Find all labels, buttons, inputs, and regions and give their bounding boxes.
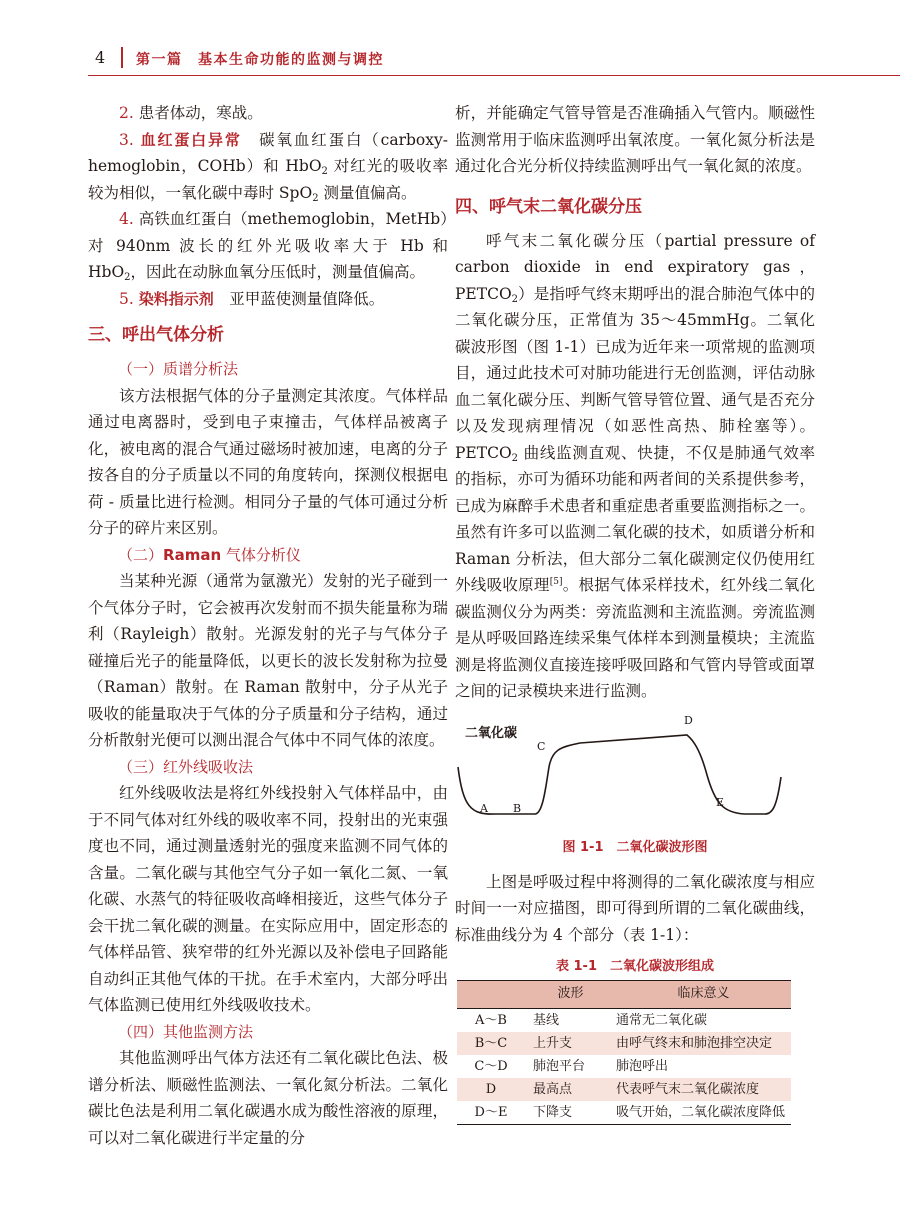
capnogram-table [457,980,791,1125]
table-cell: 吸气开始，二氧化碳浓度降低 [608,1101,791,1125]
table-header-row [457,981,791,1009]
table-cell: D [485,1081,497,1097]
point-d-label: D [684,713,693,727]
table-caption: 表 1-1 二氧化碳波形组成 [555,959,714,974]
paragraph-curve: 上图是呼吸过程中将测得的二氧化碳浓度与相应时间一一对应描图，即可得到所谓的二氧化碳曲线，标准曲线分为 4 个部分（表 1-1）： [455,872,815,944]
section-heading-4: 四、呼气末二氧化碳分压 [455,196,642,217]
subheading-infrared: （三）红外线吸收法 [118,757,254,776]
list-item-5: 5. 染料指示剂 亚甲蓝使测量值降低。 [119,289,385,308]
list-item-3: 3. 血红蛋白异常 碳氧血红蛋白（carboxy-hemoglobin，COHb）和 HbO$_2$ 对红光的吸收率较为相似，一氧化碳中毒时 SpO$_2$ 测量值偏高。 [88,130,448,204]
table-cell: 上升支 [533,1035,573,1051]
table-cell: A～B [475,1012,507,1028]
table-row [457,1008,791,1032]
left-column [88,100,448,1151]
point-e-label: E [716,795,725,809]
paragraph-raman: 当某种光源（通常为氩激光）发射的光子碰到一个气体分子时，它会被再次发射而不损失能量称为瑞利（Rayleigh）散射。光源发射的光子与气体分子碰撞后光子的能量降低，以更长的波长发射称为拉曼（Raman）散射。在 Raman 散射中，分子从光子吸收的能量取决于气体的分子质量和分子结构，通过分析散射光便可以测出混合气体中不同气体的浓度。 [88,572,448,749]
subheading-other: （四）其他监测方法 [118,1022,254,1041]
table-cell: 基线 [533,1012,560,1028]
table-cell: 肺泡呼出 [616,1058,669,1074]
paragraph-petco2: 呼气末二氧化碳分压（partial pressure of carbon dioxide in end expiratory gas，$PETCO_2$）是指呼气终末期呼出的混合肺泡气体中的二氧化碳分压，正常值为 35～45mmHg。二氧化碳波形图（图 1-1）已成为近年来一项常规的监测项目，通过此技术可对肺功能进行无创监测，评估动脉血二氧化碳分压、判断气管导管位置、通气是否充分以及发现病理情况（如恶性高热、肺栓塞等）。$PETCO_2$ 曲线监测直观、快捷，不仅是肺通气效率的指标，亦可为循环功能和两者间的关系提供参考，已成为麻醉手术患者和重症患者重要监测指标之一。虽然有许多可以监测二氧化碳的技术，如质谱分析和 Raman 分析法，但大部分二氧化碳测定仪仍使用红外线吸收原理[5]。根据气体采样技术，红外线二氧化碳监测仪分为两类：旁流监测和主流监测。旁流监测是从呼吸回路连续采集气体样本到测量模块；主流监测是将监测仪直接连接呼吸回路和气管内导管或面罩之间的记录模块来进行监测。 [455,231,815,700]
point-b-label: B [513,801,522,815]
table-row [457,1055,791,1078]
section-heading-3: 三、呼出气体分析 [88,325,224,345]
table-row [457,1032,791,1055]
list-item-4: 4. 高铁血红蛋白（methemoglobin，MetHb）对 940nm 波长的红外光吸收率大于 Hb 和 HbO$_2$，因此在动脉血氧分压低时，测量值偏高。 [88,210,448,283]
table-header-cell: 波形 [525,981,608,1009]
table-header-cell [457,981,525,1009]
table-cell: 下降支 [525,1101,608,1125]
capnogram-curve [455,715,815,825]
capnogram-figure [455,715,815,825]
table-cell: 代表呼气末二氧化碳浓度 [616,1081,760,1097]
paragraph-continued: 析，并能确定气管导管是否准确插入气管内。顺磁性监测常用于临床监测呼出氧浓度。一氧化氮分析法是通过化合光分析仪持续监测呼出气一氧化氮的浓度。 [455,104,815,175]
table-cell: 由呼气终末和肺泡排空决定 [616,1035,773,1051]
paragraph-mass-spec: 该方法根据气体的分子量测定其浓度。气体样品通过电离器时，受到电子束撞击，气体样品被离子化，被电离的混合气通过磁场时被加速，电离的分子按各自的分子质量以不同的角度转向，探测仪根据电荷 - 质量比进行检测。相同分子量的气体可通过分析分子的碎片来区别。 [88,386,448,537]
paragraph-other: 其他监测呼出气体方法还有二氧化碳比色法、极谱分析法、顺磁性监测法、一氧化氮分析法。二氧化碳比色法是利用二氧化碳遇水成为酸性溶液的原理，可以对二氧化碳进行半定量的分 [88,1049,448,1147]
page-number: 4 [95,48,106,67]
table-row [457,1078,791,1101]
point-a-label: A [480,801,488,815]
table-cell: C～D [474,1058,508,1074]
figure-ylabel: 二氧化碳 [465,725,518,741]
subheading-raman: （二）Raman 气体分析仪 [118,545,301,564]
point-c-label: C [537,739,546,753]
table-cell: D～E [457,1101,525,1125]
header-divider [121,47,123,68]
table-header-cell: 临床意义 [608,981,791,1009]
table-cell: B～C [474,1035,508,1051]
paragraph-infrared: 红外线吸收法是将红外线投射入气体样品中，由于不同气体对红外线的吸收率不同，投射出的光束强度也不同，通过测量透射光的强度来监测不同气体的含量。二氧化碳与其他空气分子如一氧化二氮、一氧化碳、水蒸气的特征吸收高峰相接近，这些气体分子会干扰二氧化碳的测量。在实际应用中，固定形态的气体样品管、狭窄带的红外光源以及补偿电子回路能自动纠正其他气体的干扰。在手术室内，大部分呼出气体监测已使用红外线吸收技术。 [88,784,448,1014]
table-cell: 通常无二氧化碳 [616,1012,708,1028]
curve-line [458,735,781,814]
table-row [457,1101,791,1125]
right-column [455,100,815,1125]
page-header [0,0,900,100]
figure-caption: 图 1-1 二氧化碳波形图 [562,839,708,855]
subheading-mass-spec: （一）质谱分析法 [118,360,239,378]
table-cell: 最高点 [533,1081,573,1097]
header-rule [88,75,900,76]
list-item-2: 2. 患者体动，寒战。 [119,104,263,122]
table-cell: 肺泡平台 [533,1058,586,1074]
running-title: 第一篇 基本生命功能的监测与调控 [136,52,384,68]
